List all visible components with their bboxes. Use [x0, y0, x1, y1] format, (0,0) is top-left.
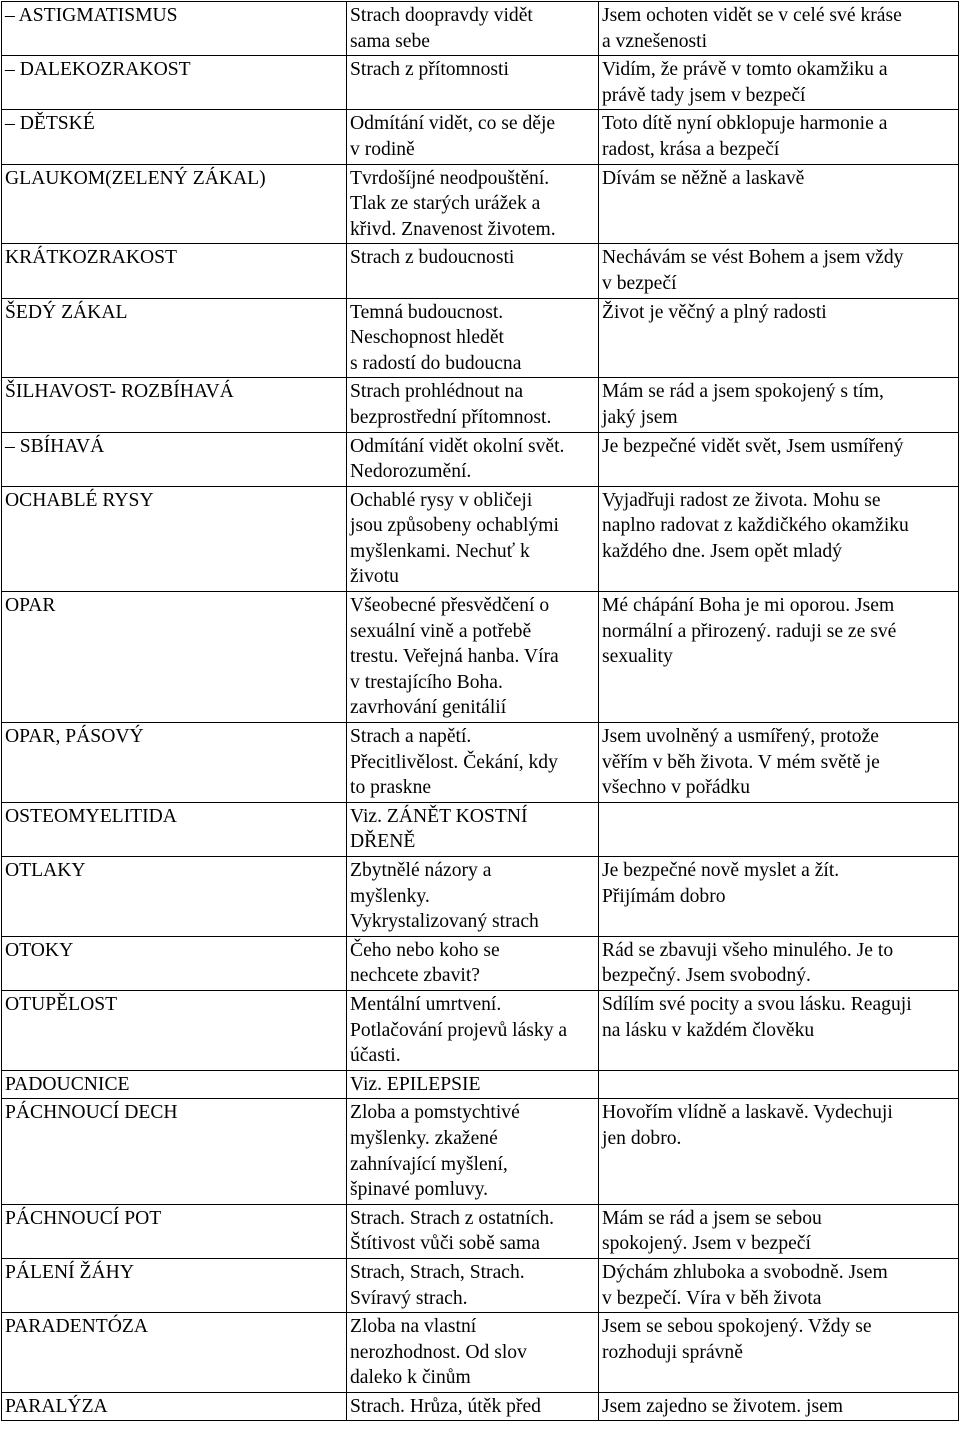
affirmation-cell: Hovořím vlídně a laskavě. Vydechuji jen dobro.	[599, 1099, 959, 1204]
cause-cell: Mentální umrtvení. Potlačování projevů lásky a účasti.	[347, 990, 599, 1070]
condition-cell: PADOUCNICE	[2, 1070, 347, 1099]
condition-cell: PÁCHNOUCÍ DECH	[2, 1099, 347, 1204]
table-row	[2, 592, 959, 723]
table-row	[2, 432, 959, 486]
cause-cell: Strach, Strach, Strach. Svíravý strach.	[347, 1258, 599, 1312]
condition-cell: OTOKY	[2, 936, 347, 990]
condition-cell: ŠILHAVOST- ROZBÍHAVÁ	[2, 378, 347, 432]
condition-cell: OSTEOMYELITIDA	[2, 802, 347, 856]
cause-cell: Strach. Strach z ostatních. Štítivost vůči sobě sama	[347, 1204, 599, 1258]
cause-cell: Tvrdošíjné neodpouštění. Tlak ze starých urážek a křivd. Znavenost životem.	[347, 164, 599, 244]
cause-cell: Viz. ZÁNĚT KOSTNÍ DŘENĚ	[347, 802, 599, 856]
affirmation-cell: Je bezpečné nově myslet a žít. Přijímám dobro	[599, 857, 959, 937]
condition-cell: GLAUKOM(ZELENÝ ZÁKAL)	[2, 164, 347, 244]
table-row	[2, 1392, 959, 1421]
cause-cell: Ochablé rysy v obličeji jsou způsobeny ochablými myšlenkami. Nechuť k životu	[347, 486, 599, 591]
cause-cell: Čeho nebo koho se nechcete zbavit?	[347, 936, 599, 990]
condition-cell: PÁLENÍ ŽÁHY	[2, 1258, 347, 1312]
affirmation-cell: Dýchám zhluboka a svobodně. Jsem v bezpečí. Víra v běh života	[599, 1258, 959, 1312]
table-row	[2, 1258, 959, 1312]
affirmation-cell: Jsem uvolněný a usmířený, protože věřím v běh života. V mém světě je všechno v pořádku	[599, 723, 959, 803]
table-row	[2, 56, 959, 110]
cause-cell: Strach z budoucnosti	[347, 244, 599, 298]
condition-cell: PARALÝZA	[2, 1392, 347, 1421]
condition-cell: – DĚTSKÉ	[2, 110, 347, 164]
condition-cell: KRÁTKOZRAKOST	[2, 244, 347, 298]
affirmation-cell: Sdílím své pocity a svou lásku. Reaguji na lásku v každém člověku	[599, 990, 959, 1070]
condition-table	[1, 1, 959, 1421]
table-body	[2, 2, 959, 1421]
table-row	[2, 1099, 959, 1204]
cause-cell: Strach. Hrůza, útěk před	[347, 1392, 599, 1421]
affirmation-cell: Vyjadřuji radost ze života. Mohu se naplno radovat z každičkého okamžiku každého dne. Jsem opět mladý	[599, 486, 959, 591]
affirmation-cell: Jsem se sebou spokojený. Vždy se rozhoduji správně	[599, 1313, 959, 1393]
table-row	[2, 298, 959, 378]
table-row	[2, 1070, 959, 1099]
table-row	[2, 378, 959, 432]
table-row	[2, 244, 959, 298]
affirmation-cell	[599, 802, 959, 856]
affirmation-cell: Mám se rád a jsem spokojený s tím, jaký jsem	[599, 378, 959, 432]
condition-cell: – DALEKOZRAKOST	[2, 56, 347, 110]
affirmation-cell: Jsem ochoten vidět se v celé své kráse a vznešenosti	[599, 2, 959, 56]
condition-cell: – ASTIGMATISMUS	[2, 2, 347, 56]
condition-cell: OTLAKY	[2, 857, 347, 937]
cause-cell: Strach z přítomnosti	[347, 56, 599, 110]
affirmation-cell: Mé chápání Boha je mi oporou. Jsem normální a přirozený. raduji se ze své sexuality	[599, 592, 959, 723]
table-row	[2, 723, 959, 803]
condition-cell: OCHABLÉ RYSY	[2, 486, 347, 591]
table-row	[2, 1313, 959, 1393]
table-row	[2, 110, 959, 164]
affirmation-cell: Toto dítě nyní obklopuje harmonie a radost, krása a bezpečí	[599, 110, 959, 164]
cause-cell: Temná budoucnost. Neschopnost hledět s radostí do budoucna	[347, 298, 599, 378]
condition-cell: OPAR, PÁSOVÝ	[2, 723, 347, 803]
table-row	[2, 990, 959, 1070]
affirmation-cell	[599, 1070, 959, 1099]
table-row	[2, 857, 959, 937]
table-row	[2, 936, 959, 990]
condition-cell: ŠEDÝ ZÁKAL	[2, 298, 347, 378]
table-row	[2, 802, 959, 856]
condition-cell: PARADENTÓZA	[2, 1313, 347, 1393]
affirmation-cell: Mám se rád a jsem se sebou spokojený. Jsem v bezpečí	[599, 1204, 959, 1258]
affirmation-cell: Jsem zajedno se životem. jsem	[599, 1392, 959, 1421]
cause-cell: Viz. EPILEPSIE	[347, 1070, 599, 1099]
affirmation-cell: Dívám se něžně a laskavě	[599, 164, 959, 244]
condition-cell: PÁCHNOUCÍ POT	[2, 1204, 347, 1258]
table-row	[2, 2, 959, 56]
cause-cell: Odmítání vidět, co se děje v rodině	[347, 110, 599, 164]
affirmation-cell: Je bezpečné vidět svět, Jsem usmířený	[599, 432, 959, 486]
affirmation-cell: Vidím, že právě v tomto okamžiku a právě tady jsem v bezpečí	[599, 56, 959, 110]
table-row	[2, 164, 959, 244]
cause-cell: Zloba na vlastní nerozhodnost. Od slov daleko k činům	[347, 1313, 599, 1393]
cause-cell: Všeobecné přesvědčení o sexuální vině a potřebě trestu. Veřejná hanba. Víra v trestajícího Boha. zavrhování genitálií	[347, 592, 599, 723]
affirmation-cell: Nechávám se vést Bohem a jsem vždy v bezpečí	[599, 244, 959, 298]
affirmation-cell: Život je věčný a plný radosti	[599, 298, 959, 378]
table-row	[2, 1204, 959, 1258]
cause-cell: Strach doopravdy vidět sama sebe	[347, 2, 599, 56]
affirmation-cell: Rád se zbavuji všeho minulého. Je to bezpečný. Jsem svobodný.	[599, 936, 959, 990]
cause-cell: Strach prohlédnout na bezprostřední přítomnost.	[347, 378, 599, 432]
table-row	[2, 486, 959, 591]
condition-cell: OPAR	[2, 592, 347, 723]
condition-cell: OTUPĚLOST	[2, 990, 347, 1070]
condition-cell: – SBÍHAVÁ	[2, 432, 347, 486]
cause-cell: Zbytnělé názory a myšlenky. Vykrystalizovaný strach	[347, 857, 599, 937]
cause-cell: Odmítání vidět okolní svět. Nedorozumění.	[347, 432, 599, 486]
cause-cell: Strach a napětí. Přecitlivělost. Čekání, kdy to praskne	[347, 723, 599, 803]
cause-cell: Zloba a pomstychtivé myšlenky. zkažené zahnívající myšlení, špinavé pomluvy.	[347, 1099, 599, 1204]
